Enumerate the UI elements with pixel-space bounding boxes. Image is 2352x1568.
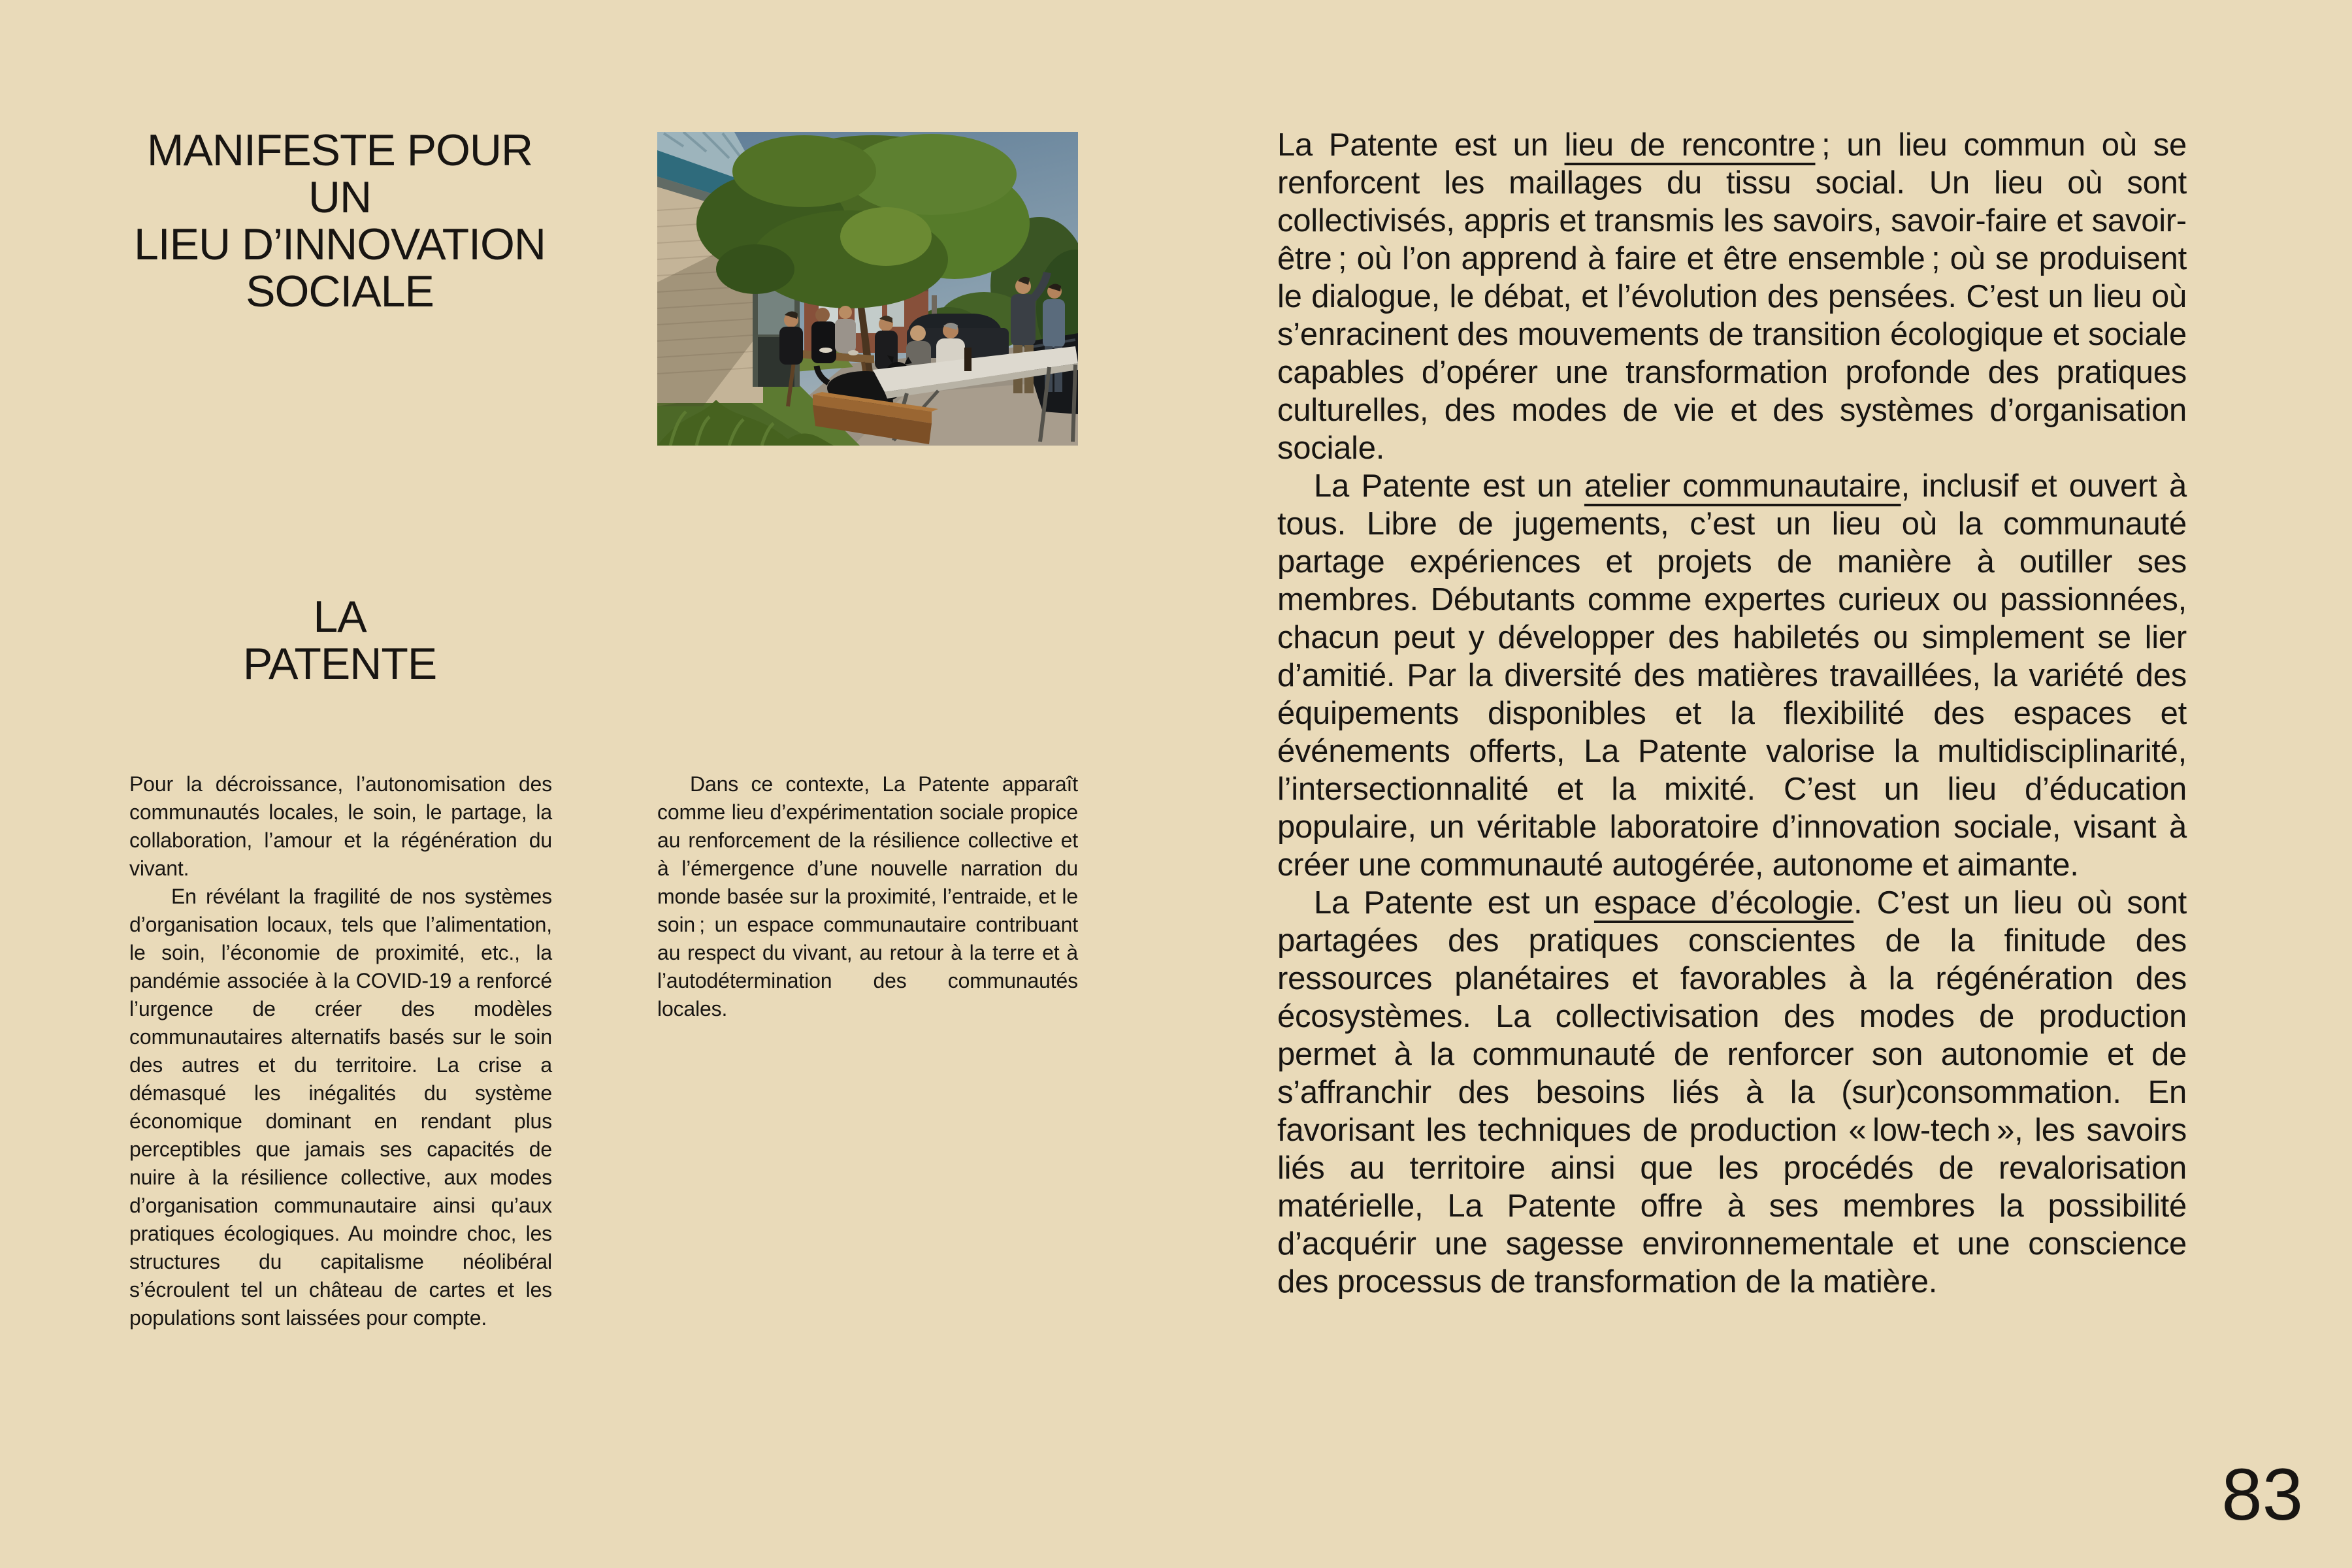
paragraph bbox=[657, 770, 1078, 1023]
underlined-phrase: atelier communautaire bbox=[1584, 468, 1901, 504]
left-column-text bbox=[129, 770, 552, 1332]
text-run: . C’est un lieu où sont partagées des pratiques conscientes de la finitude des ressources planétaires et favorables à la régénération des écosystèmes. La collectivisation des modes de production permet à la communauté de renforcer son autonomie et de s’affranchir des besoins liés à la (sur)consommation. En favorisant les techniques de production « low-tech », les savoirs liés au territoire ainsi que les procédés de revalorisation matérielle, La Patente offre à ses membres la possibilité d’acquérir une sagesse environnementale et une conscience des processus de transformation de la matière. bbox=[1277, 885, 2187, 1299]
paragraph bbox=[129, 770, 552, 883]
page-number: 83 bbox=[2221, 1454, 2303, 1535]
text-run: La Patente est un bbox=[1277, 127, 1565, 163]
underlined-phrase: espace d’écologie bbox=[1593, 885, 1854, 921]
paragraph bbox=[1277, 126, 2187, 467]
paragraph bbox=[1277, 467, 2187, 884]
paragraph bbox=[1277, 884, 2187, 1301]
text-run: Pour la décroissance, l’autonomisation des communautés locales, le soin, le partage, la collaboration, l’amour et la régénération du vivant. bbox=[129, 772, 552, 880]
photo-illustration bbox=[657, 132, 1078, 446]
paragraph bbox=[129, 883, 552, 1332]
text-run: Dans ce contexte, La Patente apparaît comme lieu d’expérimentation sociale propice au renforcement de la résilience collective et à l’émergence d’une nouvelle narration du monde basée sur la proximité, l’entraide, et le soin ; un espace communautaire contribuant au respect du vivant, au retour à la terre et à l’autodétermination des communautés locales. bbox=[657, 772, 1078, 1021]
right-column-text bbox=[1277, 126, 2187, 1301]
text-run: La Patente est un bbox=[1314, 885, 1594, 921]
middle-column-text bbox=[657, 770, 1078, 1023]
page-title: MANIFESTE POUR UN LIEU D’INNOVATION SOCIALE bbox=[134, 125, 546, 316]
section-title-la-patente: LA PATENTE bbox=[242, 592, 437, 689]
text-run: En révélant la fragilité de nos systèmes d’organisation locaux, tels que l’alimentation, le soin, l’économie de proximité, etc., la pandémie associée à la COVID-19 a renforcé l’urgence de créer des modèles communautaires alternatifs basés sur le soin des autres et du territoire. La crise a démasqué les inégalités du système économique dominant en rendant plus perceptibles que jamais ses capacités de nuire à la résilience collective, aux modes d’organisation communautaire ainsi qu’aux pratiques écologiques. Au moindre choc, les structures du capitalisme néolibéral s’écroulent tel un château de cartes et les populations sont laissées pour compte. bbox=[129, 885, 552, 1330]
text-run: La Patente est un bbox=[1314, 468, 1584, 504]
underlined-phrase: lieu de rencontre bbox=[1564, 127, 1816, 163]
text-run: ; un lieu commun où se renforcent les maillages du tissu social. Un lieu où sont collectivisés, appris et transmis les savoirs, savoir-faire et savoir-être ; où l’on apprend à faire et être ensemble ; où se produisent le dialogue, le débat, et l’évolution des pensées. C’est un lieu où s’enracinent des mouvements de transition écologique et sociale capables d’opérer une transformation profonde des pratiques culturelles, des modes de vie et des systèmes d’organisation sociale. bbox=[1277, 127, 2187, 466]
text-run: , inclusif et ouvert à tous. Libre de jugements, c’est un lieu où la communauté partage expériences et projets de manière à outiller ses membres. Débutants comme expertes curieux ou passionnées, chacun peut y développer des habiletés ou simplement se lier d’amitié. Par la diversité des matières travaillées, la variété des équipements disponibles et la flexibilité des espaces et événements offerts, La Patente valorise la multidisciplinarité, l’intersectionnalité et la mixité. C’est un lieu d’éducation populaire, un véritable laboratoire d’innovation sociale, visant à créer une communauté autogérée, autonome et aimante. bbox=[1277, 468, 2187, 883]
community-photo bbox=[657, 132, 1078, 446]
